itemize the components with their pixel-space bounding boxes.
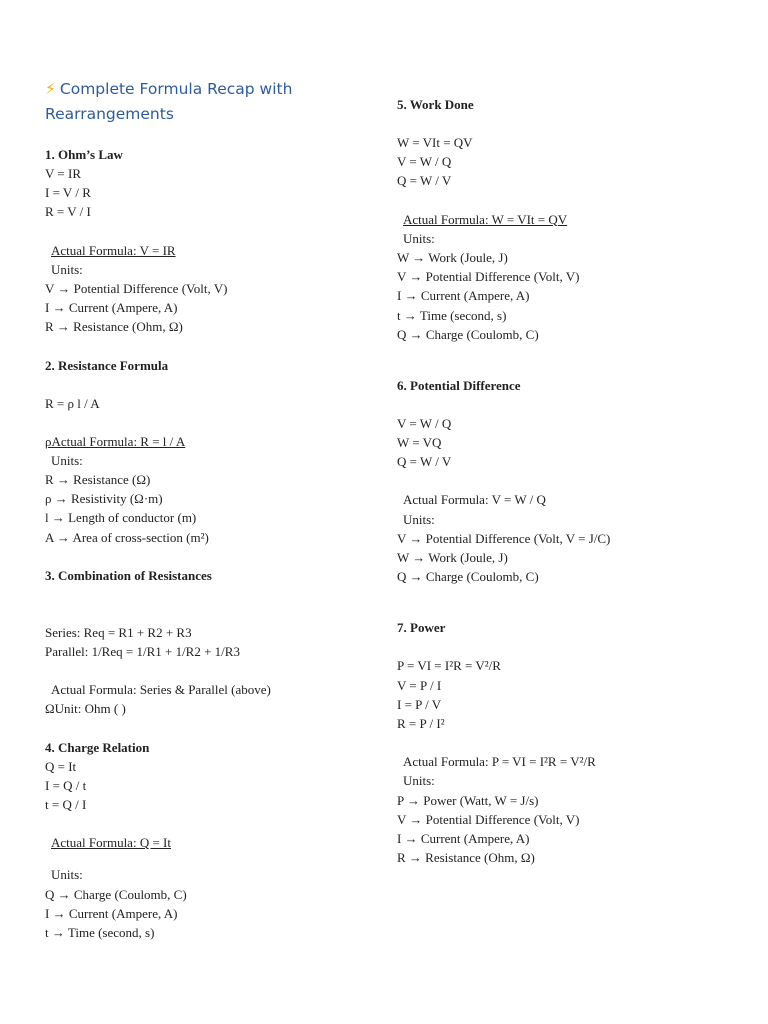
- equation: V = IR: [45, 166, 81, 181]
- units-label: Units:: [51, 261, 83, 277]
- units-label: Units:: [403, 511, 435, 527]
- unit-line: W → Work (Joule, J): [397, 249, 508, 265]
- equation: I = Q / t: [45, 777, 87, 793]
- equation: Q = It: [45, 758, 77, 774]
- equation: t = Q / I: [45, 796, 87, 812]
- units-label: Units:: [403, 773, 435, 789]
- right-column: [397, 95, 757, 867]
- actual-formula: Actual Formula: V = IR: [51, 242, 176, 258]
- actual-formula: Actual Formula: Series & Parallel (above): [51, 682, 271, 698]
- unit-line: Q → Charge (Coulomb, C): [45, 886, 187, 902]
- units-label: Units:: [51, 452, 83, 468]
- unit-line: Q → Charge (Coulomb, C): [397, 569, 539, 585]
- unit-line: W → Work (Joule, J): [397, 550, 508, 565]
- actual-formula: ρActual Formula: R = l / A: [45, 433, 186, 449]
- unit-line: R → Resistance (Ohm, Ω): [45, 319, 183, 335]
- equation: V = W / Q: [397, 415, 452, 431]
- units-label: Units:: [51, 867, 83, 883]
- unit-line: R → Resistance (Ohm, Ω): [397, 850, 535, 866]
- section-heading-resistance: 2. Resistance Formula: [45, 357, 169, 373]
- equation: I = P / V: [397, 696, 442, 712]
- equation: W = VQ: [397, 435, 442, 451]
- section-heading-work-done: 5. Work Done: [397, 97, 474, 112]
- actual-formula: Actual Formula: P = VI = I²R = V²/R: [403, 754, 596, 770]
- equation: R = ρ l / A: [45, 395, 100, 411]
- unit-line: ρ → Resistivity (Ω·m): [45, 491, 163, 507]
- equation: R = P / I²: [397, 715, 445, 731]
- unit-line: I → Current (Ampere, A): [45, 300, 178, 316]
- unit-line: A → Area of cross-section (m²): [45, 529, 209, 545]
- equation: Parallel: 1/Req = 1/R1 + 1/R2 + 1/R3: [45, 644, 240, 659]
- actual-formula: Actual Formula: Q = It: [51, 835, 171, 851]
- equation: V = W / Q: [397, 154, 452, 170]
- equation: Q = W / V: [397, 454, 452, 470]
- unit-line: V → Potential Difference (Volt, V = J/C): [397, 530, 611, 546]
- unit-line: V → Potential Difference (Volt, V): [45, 280, 228, 296]
- equation: W = VIt = QV: [397, 135, 473, 150]
- units-label: Units:: [403, 230, 435, 246]
- equation: V = P / I: [397, 677, 442, 693]
- section-heading-power: 7. Power: [397, 620, 446, 636]
- unit-line: t → Time (second, s): [45, 924, 155, 940]
- unit-line: I → Current (Ampere, A): [397, 830, 530, 846]
- unit-line: Q → Charge (Coulomb, C): [397, 326, 539, 342]
- section-heading-charge: 4. Charge Relation: [45, 739, 150, 755]
- section-heading-ohms-law: 1. Ohm’s Law: [45, 147, 123, 162]
- equation: Q = W / V: [397, 173, 452, 189]
- unit-line: V → Potential Difference (Volt, V): [397, 269, 580, 285]
- actual-formula: Actual Formula: V = W / Q: [403, 492, 546, 508]
- title-text: Complete Formula Recap with Rearrangements: [45, 80, 293, 123]
- unit-line: V → Potential Difference (Volt, V): [397, 811, 580, 827]
- unit-line: R → Resistance (Ω): [45, 472, 151, 488]
- page-title: [45, 77, 345, 127]
- section-heading-combination: 3. Combination of Resistances: [45, 567, 212, 583]
- unit-line: I → Current (Ampere, A): [45, 905, 178, 921]
- equation: Series: Req = R1 + R2 + R3: [45, 624, 192, 640]
- unit-line: l → Length of conductor (m): [45, 510, 197, 526]
- unit-line: P → Power (Watt, W = J/s): [397, 792, 539, 808]
- actual-formula: Actual Formula: W = VIt = QV: [403, 211, 568, 227]
- lightning-icon: ⚡: [45, 80, 56, 98]
- unit-line: I → Current (Ampere, A): [397, 288, 530, 304]
- section-heading-potential-difference: 6. Potential Difference: [397, 377, 521, 393]
- equation: R = V / I: [45, 204, 91, 220]
- unit-line: t → Time (second, s): [397, 307, 507, 323]
- equation: I = V / R: [45, 185, 91, 201]
- left-column: [45, 145, 375, 942]
- equation: P = VI = I²R = V²/R: [397, 658, 501, 674]
- unit-line: ΩUnit: Ohm ( ): [45, 701, 126, 717]
